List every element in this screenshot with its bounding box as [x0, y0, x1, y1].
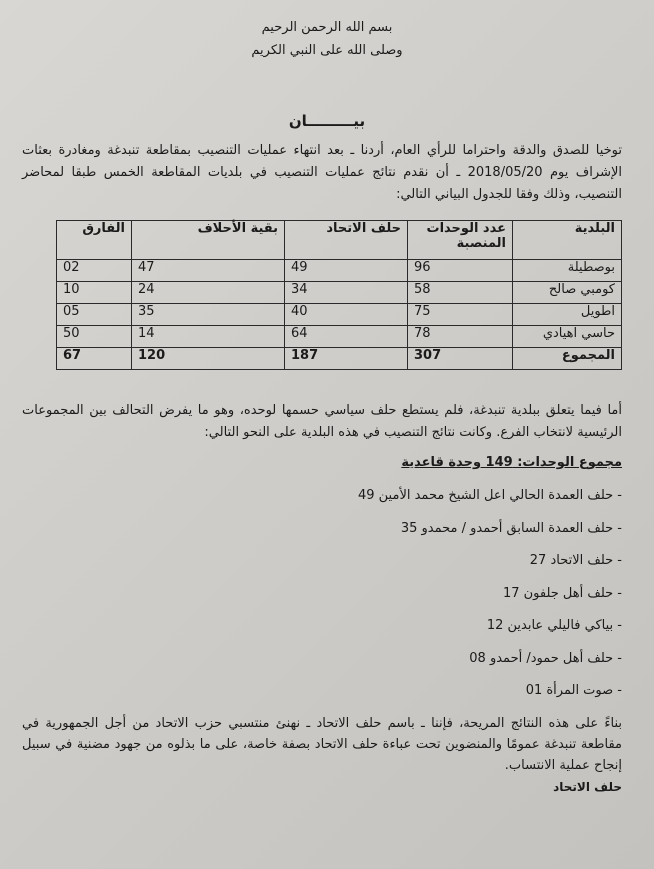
statement-title: بيـــــــــان [288, 112, 366, 130]
table-cell: 50 [57, 326, 132, 348]
list-item: - صوت المرأة 01 [525, 683, 622, 698]
table-cell: اطويل [513, 304, 622, 326]
table-cell: 120 [132, 348, 285, 370]
table-cell: 24 [132, 282, 285, 304]
table-cell: 14 [132, 326, 285, 348]
table-cell: 96 [408, 260, 513, 282]
list-item: - حلف أهل حمود/ أحمدو 08 [469, 650, 622, 666]
intro-paragraph: توخيا للصدق والدقة واحتراما للرأي العام، أردنا ـ بعد انتهاء عمليات التنصيب بمقاطعة تنبدغة ومغادرة بعثات الإشراف يوم 2018/05/20 ـ أن نقدم نتائج عمليات التنصيب في بلديات المقاطعة الخمس طبقا لمحاضر التنصيب، وذلك وفقا للجدول البياني التالي: [22, 143, 622, 202]
table-header-cell: حلف الاتحاد [285, 221, 408, 260]
table-row [57, 326, 622, 348]
basmala: بسم الله الرحمن الرحيم [261, 20, 393, 35]
table-row [57, 260, 622, 282]
table-cell: 78 [408, 326, 513, 348]
signature: حلف الاتحاد [553, 780, 622, 794]
table-cell: 58 [408, 282, 513, 304]
table-cell: كومبي صالح [513, 282, 622, 304]
list-item: - حلف العمدة الحالي اعل الشيخ محمد الأمين 49 [357, 488, 622, 503]
table-cell: 10 [57, 282, 132, 304]
document-header [0, 16, 654, 62]
table-row [57, 282, 622, 304]
list-item: - بياكي فاليلي عابدين 12 [486, 618, 622, 633]
list-item: - حلف العمدة السابق أحمدو / محمدو 35 [400, 520, 622, 536]
table-cell: 64 [285, 326, 408, 348]
table-cell: 40 [285, 304, 408, 326]
table-header-cell: البلدية [513, 221, 622, 260]
list-item: - حلف أهل جلفون 17 [502, 585, 622, 601]
table-cell: المجموع [513, 348, 622, 370]
alliances-list [22, 483, 622, 711]
table-row [57, 304, 622, 326]
table-cell: 02 [57, 260, 132, 282]
units-heading: مجموع الوحدات: 149 وحدة قاعدية [401, 455, 622, 470]
table-cell: 187 [285, 348, 408, 370]
table-cell: حاسي اهيادي [513, 326, 622, 348]
tenbedgha-paragraph: أما فيما يتعلق ببلدية تنبدغة، فلم يستطع حلف سياسي حسمها لوحده، وهو ما يفرض التحالف بين المجموعات الرئيسية لانتخاب الفرع. وكانت نتائج التنصيب في هذه البلدية على النحو التالي: [22, 403, 622, 440]
table-total-row [57, 348, 622, 370]
list-item: - حلف الاتحاد 27 [529, 553, 622, 568]
table-header-cell: بقية الأحلاف [132, 221, 285, 260]
table-cell: 49 [285, 260, 408, 282]
table-cell: 05 [57, 304, 132, 326]
table-cell: 47 [132, 260, 285, 282]
salutation: وصلى الله على النبي الكريم [251, 43, 403, 58]
conclusion-paragraph: بناءً على هذه النتائج المريحة، فإننا ـ باسم حلف الاتحاد ـ نهنئ منتسبي حزب الاتحاد من أجل الجمهورية في مقاطعة تنبدغة عمومًا والمنضوين تحت عباءة حلف الاتحاد بصفة خاصة، على ما بذلوه من جهود مضنية في سبيل إنجاح عملية الانتساب. [22, 716, 622, 773]
table-header-cell: عدد الوحدات المنصبة [408, 221, 513, 260]
table-cell: 34 [285, 282, 408, 304]
table-cell: بوصطيلة [513, 260, 622, 282]
results-table [56, 220, 622, 370]
table-cell: 67 [57, 348, 132, 370]
table-cell: 307 [408, 348, 513, 370]
table-cell: 35 [132, 304, 285, 326]
table-header-cell: الفارق [57, 221, 132, 260]
table-header-row [57, 221, 622, 260]
table-cell: 75 [408, 304, 513, 326]
